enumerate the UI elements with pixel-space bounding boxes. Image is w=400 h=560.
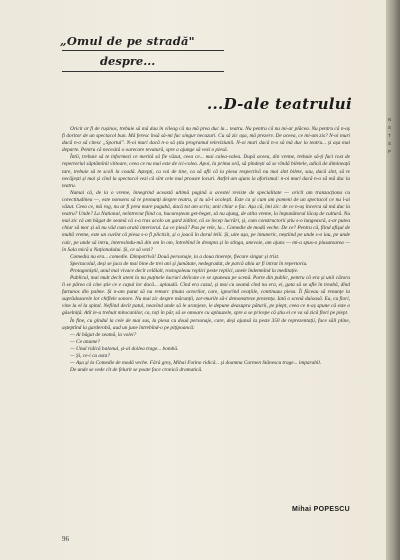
paragraph: Oricit ar fi de rușinos, trebuie să mă dau în vileag că nu mă prea duc la... teatru. Nu pentru că nu mi-ar plăcea. Nu pentru că n-aș fi doritor de un spectacol bun. Mă feresc însă să-mi fac singur necazuri. Cu să zic așa, mă prezerv. De aceea, ce mi-am zis? N-oi muri dacă n-o să citesc „Sportul". N-oi muri dacă n-o să știu programul televiziunii. N-oi muri dacă n-o să mă duc la teatru... și așa mai departe. Pentru că necesită o oarecare tevatură, spre a ajunge să vezi o piesă. — [62, 126, 350, 154]
dialogue-line: — Unul ridică balonul, și-al doilea trage... bombă. — [70, 345, 179, 352]
article-body — [62, 126, 350, 374]
page-number: 96 — [62, 535, 69, 543]
dialogue-line: — Și, ce-i cu asta? — [70, 353, 110, 359]
facing-page-letter: S — [388, 125, 392, 130]
paragraph: Protagoniștii, unul mai vivace decît celălalt, rostogoleau replici peste replici, unele îndemnînd la meditație. — [70, 267, 299, 274]
rubric-heading-line1: „Omul de pe stradă" — [60, 34, 195, 48]
facing-page-letters — [388, 116, 399, 156]
dialogue-line: — Ai băgat de seamă, la volei? — [70, 331, 137, 338]
facing-page-letter: T — [388, 133, 391, 138]
article-title: ...D-ale teatrului — [207, 95, 352, 113]
facing-page-letter: P — [388, 149, 392, 154]
paragraph: Întîi, trebuie să te informezi ce merită să fie văzut, ceea ce... mai calea-valea. După aceea, din vreme, trebuie să-ți faci rost de repertoriul săptămînii viitoare, ceea ce nu mai este de ici-colea. Apoi, la prima oră, să pîndești să se vîndă biletele, adică de dimineață tare, trebuie să te scoli la coadă. Aștepți, ca vai de tine, ca să afli că la piesa respectivă nu mai sînt bilete, sau, dacă sînt, să te necăjești și mai și cînd la spectacol vezi că sînt cele mai proaste locuri. Astfel am ajuns la aforismul: n-oi muri dacă n-o să mă duc la teatru. — [62, 154, 350, 189]
facing-page-letter: N — [388, 117, 392, 122]
closing-paragraph: De unde se vede cît de felurit se poate face cronică dramatică. — [70, 367, 203, 374]
rubric-divider-bottom — [62, 71, 224, 72]
facing-page-letter: S — [388, 141, 392, 146]
dialogue-line: — Așa și la Comedie de modă veche. Fără greș, Mihai Fotino ridică... și doamna Carmen Stănescu trage... imparabil. — [70, 360, 322, 367]
paragraph: În fine, cu gîndul la cele de mai sus, la piesa cu două personaje, care, deși ajunsă la peste 350 de reprezentații, face săli pline, așteptînd la garderobă, aud un june întrebînd-o pe pițipoancă: — [62, 317, 350, 331]
paragraph: Spectacolul, deși se juca de mai bine de trei ani și jumătate, nedegradat, de parcă abia ar fi intrat în repertoriu. — [70, 260, 308, 267]
facing-page-edge — [386, 0, 400, 560]
author-signature: Mihai POPESCU — [292, 506, 350, 513]
rubric-divider-top — [62, 50, 224, 51]
paragraph: Numai că, de la o vreme, înnegrind această ultimă pagină a acestei reviste de specialitate — oricît am tranzacționa cu corectitudinea —, este nonsens să te pronunți despre teatru, și tu să-l ocolești. Este ca și cum am pomeni de un spectacol ce nu l-ai văzut. Ceea ce, mă rog, nu ar fi prea mare pagubă, dacă tot am scris; unii chiar o fac. Așa că, îmi zic: de ce n-aș încerca să mă duc la teatru? Unde? La National, neîntrecut fiind ca, bucureștean get-beget, să nu ajung, de atîta vreme, la împunătorul lăcaș de cultură. Nu mai zic că am băgat de seamă că s-a tras acolo un gard ziditor, că se încep lucrări, și, cum constructorii știu s-o lungească, s-ar putea chiar să mor și să nu văd cum arată interiorul. La ce piesă? Pus pe rele, la... Comedie de modă veche. De ce? Pentru că, fiind afișul de multă vreme, este un cuvînt că piesa s-o fi plictisit, și o joacă în dorul lelii. Și, uite așa, pe intuneric, neștiind pe unde s-o iau, pe unde calc, pe unde să intru, interesîndu-mă din om în om, întrebînd în dreapta și în stînga, anevoie, am ajuns — mi-a spus-o plasatoarea — în Sala mică a Naționalului. Și, ce să vezi? — [62, 189, 350, 253]
paragraph: Comedia nu era... comedie. Dimpotrivă! Două personaje, la a doua tinerețe, fiecare singur și trist. — [70, 253, 280, 260]
paragraph: Publicul, mai mult decît atent la nu puținele lucruri delicate ce se spuneau pe scenă. Parte din public, pentru că era și unii cărora li se părea că cine știe ce e capul lor dacă... aplaudă. Cînd era cazul, și mai cu seamă cînd nu era, ei, gata să se afle în treabă, dînd furtunos din palme. Și n-am putut să nu remarc ținuta actorilor, care, ignorînd ovațiile, continuau piesa. Îi făceau să renunțe la suprădozarele lor chiflele sonore. Nu mai zic despre mărunții, zor-murile să-i demonstreze prezența. Iată o scenă duioasă. Ea, cu fiori, vine la el la spital. Nefiind decît patul, neavînd unde să le aranjeze, le depune deasupra păturii, pe piept, ceea ce n-aș spune că este o găselniță. Atît le-a trebuit mitocanilor, ca, toți în păr, să se omoare cu aplauzele, spre a se pricepe că știu ei ce va să zică flori pe piept. — [62, 274, 350, 317]
dialogue-line: — Ce anume? — [70, 338, 101, 345]
rubric-heading-line2: despre... — [100, 54, 156, 68]
